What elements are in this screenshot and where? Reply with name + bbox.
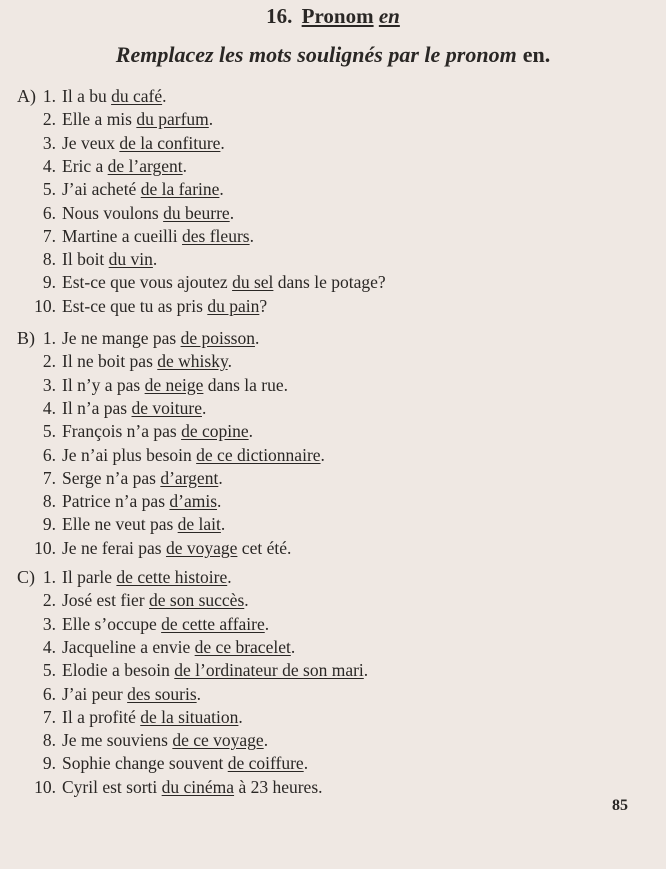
underlined-phrase: de la farine — [140, 179, 220, 200]
underlined-phrase: du pain — [207, 295, 260, 316]
exercise-item — [0, 684, 666, 707]
exercise-item — [0, 351, 666, 374]
item-number: 9. — [42, 753, 56, 774]
exercise-item — [0, 538, 666, 561]
underlined-phrase: du cinéma — [161, 776, 235, 797]
underlined-phrase: du parfum — [136, 109, 209, 130]
item-number: 6. — [42, 683, 56, 704]
item-sentence — [62, 614, 269, 635]
instruction-main: Remplacez les mots soulignés par le pronom — [115, 42, 517, 67]
item-sentence — [62, 538, 291, 559]
sentence-before: Il a bu — [62, 86, 112, 106]
exercise-item — [0, 156, 666, 179]
underlined-phrase: du vin — [108, 249, 153, 270]
item-number: 6. — [42, 202, 56, 223]
exercise-item — [0, 707, 666, 730]
sentence-after: . — [217, 491, 222, 512]
sentence-after: . — [218, 467, 223, 488]
underlined-phrase: des souris — [127, 683, 197, 704]
instruction — [0, 42, 666, 68]
exercise-item — [0, 445, 666, 468]
underlined-phrase: de neige — [144, 374, 204, 395]
exercise-item — [0, 226, 666, 249]
item-sentence — [62, 468, 223, 489]
underlined-phrase: du café — [111, 86, 163, 106]
exercise-item — [0, 86, 666, 109]
exercise-item — [0, 637, 666, 660]
sentence-before: Je me souviens — [62, 730, 173, 751]
underlined-phrase: de cette affaire — [161, 613, 265, 634]
sentence-before: Elle s’occupe — [62, 613, 162, 634]
underlined-phrase: de poisson — [180, 328, 255, 348]
exercise-item — [0, 203, 666, 226]
underlined-phrase: du beurre — [163, 202, 230, 223]
section-letter: B) — [17, 328, 35, 348]
sentence-before: Elle a mis — [62, 109, 137, 130]
sentence-after: . — [219, 179, 224, 200]
item-sentence — [62, 398, 206, 419]
sentence-before: Je veux — [62, 132, 120, 153]
sentence-after: . — [238, 706, 243, 727]
sentence-after: . — [220, 514, 226, 535]
sentence-after: . — [227, 351, 232, 372]
sentence-before: Est-ce que vous ajoutez — [62, 272, 233, 293]
exercise-item — [0, 730, 666, 753]
underlined-phrase: de cette histoire — [116, 567, 228, 587]
title-pronoun: en — [378, 4, 400, 28]
item-number: 5. — [42, 421, 56, 442]
underlined-phrase: de son succès — [149, 590, 245, 611]
exercise-item — [0, 296, 666, 319]
sentence-before: Je n’ai plus besoin — [62, 444, 197, 465]
item-number: 10. — [34, 776, 56, 797]
item-sentence — [62, 226, 254, 247]
exercise-item — [0, 491, 666, 514]
item-number: 2. — [42, 109, 56, 130]
underlined-phrase: de voiture — [131, 397, 202, 418]
item-sentence — [62, 590, 249, 611]
instruction-pronoun: en. — [522, 42, 551, 67]
title-word: Pronom — [301, 4, 374, 28]
exercise-item — [0, 179, 666, 202]
item-number: 3. — [42, 613, 56, 634]
sentence-before: Sophie change souvent — [62, 753, 228, 774]
sentence-after: . — [363, 660, 369, 681]
item-number: 9. — [42, 272, 56, 293]
sentence-after: . — [248, 421, 253, 442]
sentence-before: Il parle — [62, 567, 117, 587]
exercise-item — [0, 328, 666, 351]
sentence-before: Il a profité — [62, 706, 141, 727]
item-sentence — [62, 249, 157, 270]
exercise-item — [0, 614, 666, 637]
item-number: 1. — [42, 567, 56, 587]
underlined-phrase: de l’ordinateur de son mari — [174, 660, 364, 681]
sentence-before: Il ne boit pas — [62, 351, 158, 372]
section-letter: A) — [17, 86, 36, 106]
exercise-item — [0, 272, 666, 295]
item-number: 8. — [42, 730, 56, 751]
item-sentence — [62, 203, 234, 224]
item-sentence — [62, 753, 308, 774]
underlined-phrase: de coiffure — [227, 753, 304, 774]
sentence-after: . — [320, 444, 325, 465]
item-sentence — [62, 637, 295, 658]
item-number: 7. — [42, 467, 56, 488]
underlined-phrase: de la confiture — [119, 132, 221, 153]
sentence-before: Nous voulons — [62, 202, 164, 223]
sentence-after: ? — [259, 295, 268, 316]
sentence-after: . — [290, 636, 296, 657]
page-number: 85 — [612, 797, 628, 814]
sentence-before: Martine a cueilli — [62, 225, 183, 246]
underlined-phrase: d’amis — [169, 491, 218, 512]
sentence-before: Je ne mange pas — [62, 328, 181, 348]
sentence-before: Est-ce que tu as pris — [62, 295, 208, 316]
exercise-item — [0, 375, 666, 398]
exercise-number: 16. — [266, 4, 293, 28]
sentence-after: . — [229, 202, 235, 223]
underlined-phrase: de whisky — [157, 351, 228, 372]
item-number: 4. — [42, 636, 56, 657]
item-number: 7. — [42, 225, 56, 246]
item-sentence — [62, 514, 225, 535]
exercise-item — [0, 133, 666, 156]
exercise-item — [0, 660, 666, 683]
section-letter: C) — [17, 567, 35, 587]
item-sentence — [62, 328, 259, 349]
sentence-after: à 23 heures. — [234, 776, 323, 797]
sentence-before: Je ne ferai pas — [62, 537, 166, 558]
item-number: 4. — [42, 155, 56, 176]
sentence-after: . — [254, 328, 260, 348]
exercise-item — [0, 567, 666, 590]
sentence-after: . — [201, 397, 207, 418]
item-sentence — [62, 296, 267, 317]
item-sentence — [62, 660, 368, 681]
sentence-after: . — [249, 225, 254, 246]
underlined-phrase: des fleurs — [182, 225, 250, 246]
exercise-item — [0, 777, 666, 800]
item-sentence — [62, 567, 232, 588]
item-number: 8. — [42, 249, 56, 270]
exercise-item — [0, 421, 666, 444]
sentence-after: dans le potage? — [273, 272, 386, 293]
sentence-after: . — [220, 132, 225, 153]
sentence-before: Il boit — [62, 249, 109, 270]
underlined-phrase: de voyage — [165, 537, 238, 558]
item-number: 9. — [42, 514, 56, 535]
sentence-after: dans la rue. — [203, 374, 288, 395]
item-sentence — [62, 109, 213, 130]
exercise-item — [0, 398, 666, 421]
sentence-before: Serge n’a pas — [62, 467, 161, 488]
item-number: 7. — [42, 706, 56, 727]
item-sentence — [62, 730, 268, 751]
item-number: 5. — [42, 179, 56, 200]
sentence-before: Eric a — [62, 155, 108, 176]
item-sentence — [62, 351, 232, 372]
sentence-before: Elodie a besoin — [62, 660, 175, 681]
sentence-after: . — [162, 86, 167, 106]
item-number: 3. — [42, 132, 56, 153]
exercise-item — [0, 590, 666, 613]
item-number: 5. — [42, 660, 56, 681]
item-sentence — [62, 445, 325, 466]
item-sentence — [62, 777, 323, 798]
underlined-phrase: d’argent — [160, 467, 219, 488]
sentence-after: . — [264, 613, 270, 634]
sentence-after: . — [182, 155, 188, 176]
underlined-phrase: de copine — [181, 421, 249, 442]
item-sentence — [62, 156, 187, 177]
item-number: 4. — [42, 397, 56, 418]
sentence-before: J’ai peur — [62, 683, 128, 704]
underlined-phrase: de l’argent — [107, 155, 183, 176]
underlined-phrase: du sel — [232, 272, 274, 293]
sentence-before: Il n’a pas — [62, 397, 132, 418]
underlined-phrase: de ce bracelet — [194, 636, 291, 657]
item-number: 6. — [42, 444, 56, 465]
exercise-item — [0, 249, 666, 272]
item-number: 10. — [34, 295, 56, 316]
sentence-before: Il n’y a pas — [62, 374, 145, 395]
item-sentence — [62, 491, 221, 512]
item-sentence — [62, 375, 288, 396]
sentence-before: José est fier — [62, 590, 149, 611]
sentence-before: Cyril est sorti — [62, 776, 162, 797]
sentence-after: . — [152, 249, 158, 270]
sentence-after: . — [196, 683, 202, 704]
sentence-after: . — [227, 567, 232, 587]
underlined-phrase: de ce voyage — [172, 730, 264, 751]
sentence-before: J’ai acheté — [62, 179, 141, 200]
exercise-title — [0, 4, 666, 29]
underlined-phrase: de la situation — [140, 706, 239, 727]
sentence-before: Patrice n’a pas — [62, 491, 170, 512]
item-sentence — [62, 272, 386, 293]
exercise-item — [0, 753, 666, 776]
item-number: 2. — [42, 351, 56, 372]
sentence-after: . — [244, 590, 249, 611]
item-number: 8. — [42, 491, 56, 512]
item-sentence — [62, 684, 201, 705]
sentence-before: Jacqueline a envie — [62, 636, 195, 657]
item-number: 3. — [42, 374, 56, 395]
item-number: 1. — [42, 86, 56, 106]
item-number: 2. — [42, 590, 56, 611]
sentence-before: François n’a pas — [62, 421, 182, 442]
underlined-phrase: de ce dictionnaire — [196, 444, 321, 465]
sentence-after: . — [303, 753, 309, 774]
sentence-after: cet été. — [237, 537, 292, 558]
exercise-item — [0, 514, 666, 537]
item-sentence — [62, 421, 253, 442]
sentence-after: . — [208, 109, 214, 130]
item-sentence — [62, 179, 224, 200]
exercise-item — [0, 468, 666, 491]
sentence-after: . — [263, 730, 269, 751]
item-sentence — [62, 86, 166, 107]
sentence-before: Elle ne veut pas — [62, 514, 178, 535]
item-number: 1. — [42, 328, 56, 348]
item-sentence — [62, 133, 225, 154]
underlined-phrase: de lait — [177, 514, 221, 535]
item-sentence — [62, 707, 243, 728]
item-number: 10. — [34, 537, 56, 558]
exercise-item — [0, 109, 666, 132]
